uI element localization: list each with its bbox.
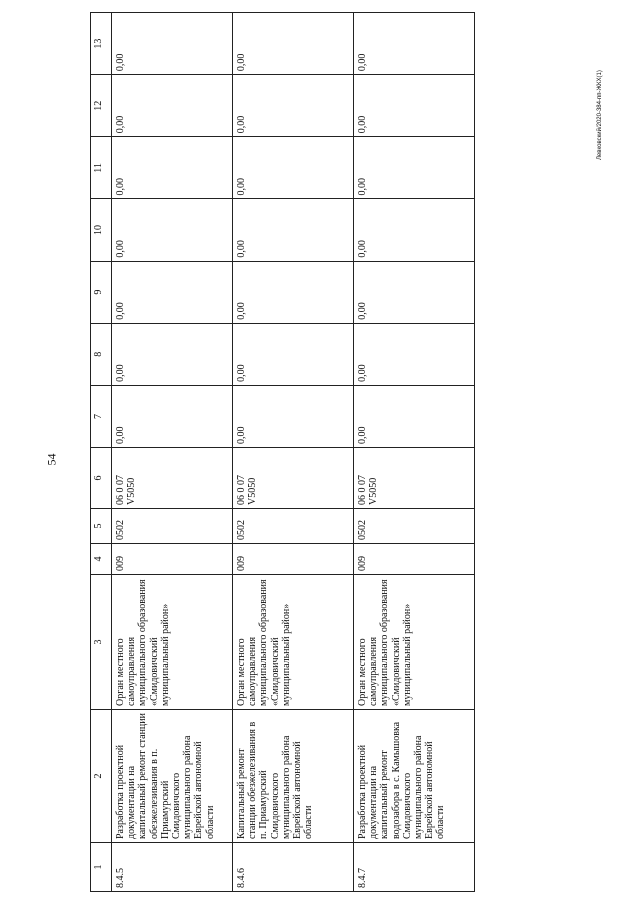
responsible-body: Орган местного самоуправления муниципального образования «Смидовичский муниципальный район» — [233, 575, 354, 710]
amount-cell: 0,00 — [233, 75, 354, 137]
column-header: 5 — [91, 509, 112, 544]
code-cell: 0502 — [233, 509, 354, 544]
budget-table-container — [90, 12, 475, 892]
responsible-body: Орган местного самоуправления муниципального образования «Смидовичский муниципальный район» — [112, 575, 233, 710]
amount-cell: 0,00 — [112, 323, 233, 385]
column-header: 1 — [91, 843, 112, 892]
amount-cell: 0,00 — [112, 75, 233, 137]
page-number: 54 — [44, 453, 59, 466]
code-cell: 0502 — [112, 509, 233, 544]
item-number: 8.4.7 — [354, 843, 475, 892]
amount-cell: 0,00 — [233, 13, 354, 75]
amount-cell: 0,00 — [354, 137, 475, 199]
item-description: Разработка проектной документации на капитальный ремонт водозабора в с. Камышовка Смидовичского муниципального района Еврейской автономной области — [354, 710, 475, 843]
amount-cell: 0,00 — [112, 13, 233, 75]
column-header: 12 — [91, 75, 112, 137]
table-row — [112, 13, 233, 892]
code-cell: 06 0 07 V5050 — [354, 448, 475, 509]
item-description: Разработка проектной документации на капитальный ремонт станции обезжелезивания в п. Приамурский Смидовичского муниципального района Еврейской автономной области — [112, 710, 233, 843]
amount-cell: 0,00 — [112, 137, 233, 199]
amount-cell: 0,00 — [112, 385, 233, 447]
amount-cell: 0,00 — [112, 199, 233, 261]
header-row — [91, 13, 112, 892]
budget-table — [90, 12, 475, 892]
code-cell: 009 — [112, 544, 233, 575]
item-number: 8.4.5 — [112, 843, 233, 892]
responsible-body: Орган местного самоуправления муниципального образования «Смидовичский муниципальный район» — [354, 575, 475, 710]
table-row — [233, 13, 354, 892]
column-header: 11 — [91, 137, 112, 199]
amount-cell: 0,00 — [354, 385, 475, 447]
item-number: 8.4.6 — [233, 843, 354, 892]
amount-cell: 0,00 — [354, 13, 475, 75]
amount-cell: 0,00 — [233, 385, 354, 447]
code-cell: 0502 — [354, 509, 475, 544]
item-description: Капитальный ремонт станции обезжелезивания в п. Приамурский Смидовичского муниципального района Еврейской автономной области — [233, 710, 354, 843]
code-cell: 06 0 07 V5050 — [233, 448, 354, 509]
document-id: Левковский/2020-384-пп-ЖКХ(1) — [597, 70, 603, 160]
amount-cell: 0,00 — [354, 323, 475, 385]
code-cell: 009 — [354, 544, 475, 575]
amount-cell: 0,00 — [354, 75, 475, 137]
column-header: 2 — [91, 710, 112, 843]
amount-cell: 0,00 — [354, 261, 475, 323]
code-cell: 009 — [233, 544, 354, 575]
amount-cell: 0,00 — [112, 261, 233, 323]
column-header: 8 — [91, 323, 112, 385]
table-row — [354, 13, 475, 892]
amount-cell: 0,00 — [233, 137, 354, 199]
amount-cell: 0,00 — [233, 261, 354, 323]
column-header: 9 — [91, 261, 112, 323]
column-header: 13 — [91, 13, 112, 75]
amount-cell: 0,00 — [354, 199, 475, 261]
code-cell: 06 0 07 V5050 — [112, 448, 233, 509]
column-header: 3 — [91, 575, 112, 710]
column-header: 4 — [91, 544, 112, 575]
amount-cell: 0,00 — [233, 323, 354, 385]
amount-cell: 0,00 — [233, 199, 354, 261]
column-header: 10 — [91, 199, 112, 261]
column-header: 7 — [91, 385, 112, 447]
column-header: 6 — [91, 448, 112, 509]
